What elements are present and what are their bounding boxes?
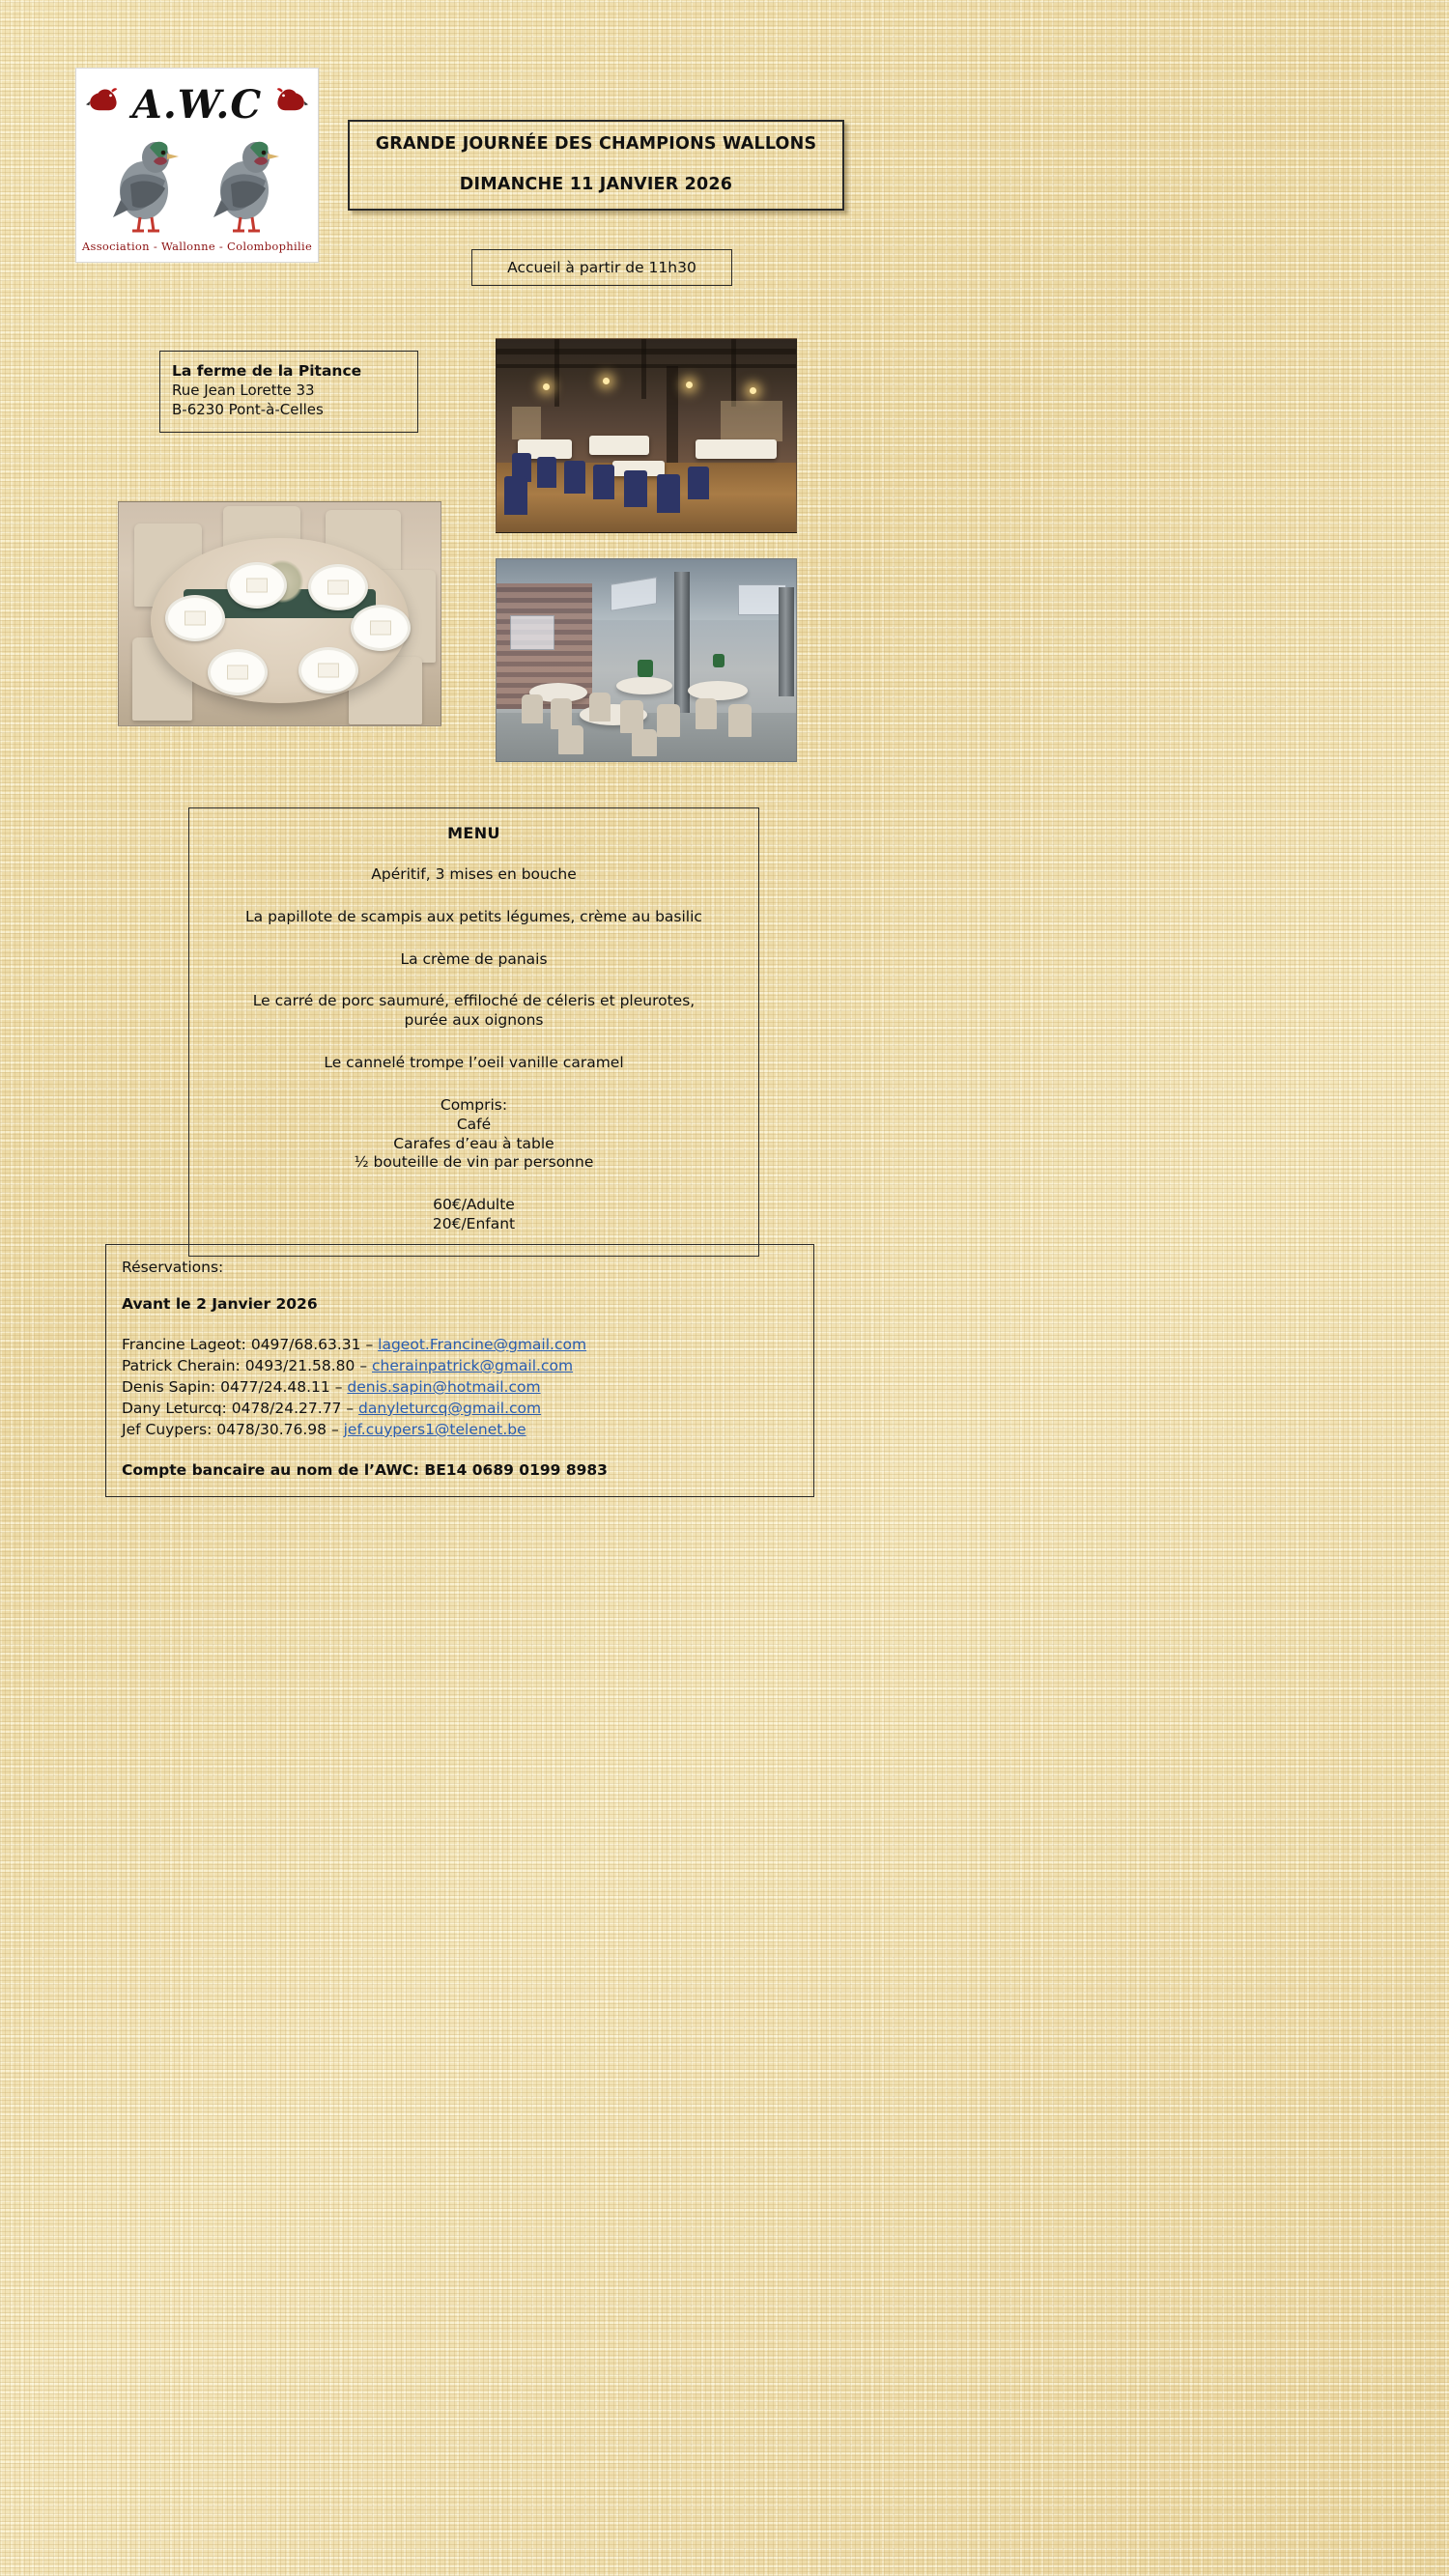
contact-phone: 0478/30.76.98 [216, 1421, 327, 1438]
contact-name: Denis Sapin: [122, 1378, 216, 1396]
price-adult: 60€/Adulte [433, 1196, 515, 1214]
contact-email-link[interactable]: jef.cuypers1@telenet.be [343, 1421, 526, 1438]
awc-logo [75, 68, 319, 263]
menu-box [188, 807, 759, 1257]
contact-email-link[interactable]: lageot.Francine@gmail.com [378, 1336, 587, 1353]
menu-main-course [207, 992, 741, 1031]
pigeon-icon [212, 127, 283, 235]
menu-main-course-line1: Le carré de porc saumuré, effiloché de céleris et pleurotes, [252, 992, 696, 1010]
contact-separator: – [334, 1378, 343, 1396]
venue-street: Rue Jean Lorette 33 [172, 382, 315, 400]
venue-name: La ferme de la Pitance [172, 362, 362, 380]
welcome-time-box [471, 249, 732, 286]
contact-row [122, 1334, 798, 1355]
contact-email-link[interactable]: danyleturcq@gmail.com [358, 1400, 542, 1417]
menu-included-item: Café [456, 1115, 492, 1133]
price-child: 20€/Enfant [432, 1215, 516, 1233]
event-title-line1: GRANDE JOURNÉE DES CHAMPIONS WALLONS [375, 134, 817, 154]
contact-phone: 0477/24.48.11 [220, 1378, 330, 1396]
contact-row [122, 1419, 798, 1440]
contact-separator: – [330, 1421, 339, 1438]
contact-email-link[interactable]: denis.sapin@hotmail.com [347, 1378, 541, 1396]
venue-city: B-6230 Pont-à-Celles [172, 401, 324, 419]
contact-row [122, 1355, 798, 1376]
photo-table [118, 501, 441, 726]
venue-address-box [159, 351, 418, 433]
menu-dessert: Le cannelé trompe l’oeil vanille caramel [324, 1054, 624, 1072]
menu-prices [207, 1196, 741, 1234]
welcome-time-text: Accueil à partir de 11h30 [507, 259, 696, 276]
pigeon-icon [111, 127, 183, 235]
contact-separator: – [359, 1357, 368, 1374]
reservations-heading: Réservations: [122, 1259, 224, 1276]
contact-phone: 0493/21.58.80 [244, 1357, 355, 1374]
contact-name: Patrick Cherain: [122, 1357, 241, 1374]
photo-room [496, 558, 797, 762]
contact-email-link[interactable]: cherainpatrick@gmail.com [372, 1357, 574, 1374]
event-title-banner [348, 120, 844, 211]
menu-item: Apéritif, 3 mises en bouche [371, 865, 577, 883]
menu-title: MENU [447, 824, 500, 842]
bank-account-line: Compte bancaire au nom de l’AWC: BE14 0689 0199 8983 [122, 1461, 608, 1479]
contact-row [122, 1376, 798, 1398]
menu-main-course-line2: purée aux oignons [404, 1011, 544, 1030]
contact-separator: – [346, 1400, 355, 1417]
menu-included [207, 1096, 741, 1173]
contact-name: Francine Lageot: [122, 1336, 246, 1353]
reservations-box [105, 1244, 814, 1497]
poster-sheet [29, 17, 1420, 2558]
contact-phone: 0497/68.63.31 [250, 1336, 361, 1353]
menu-included-label: Compris: [440, 1095, 508, 1114]
menu-item: La crème de panais [400, 949, 548, 968]
menu-item: La papillote de scampis aux petits légumes, crème au basilic [245, 907, 702, 925]
contact-name: Dany Leturcq: [122, 1400, 227, 1417]
contact-separator: – [365, 1336, 374, 1353]
photo-hall [496, 338, 797, 533]
logo-subtitle: Association - Wallonne - Colombophilie [81, 240, 313, 253]
menu-included-item: ½ bouteille de vin par personne [354, 1153, 594, 1172]
contact-name: Jef Cuypers: [122, 1421, 213, 1438]
menu-included-item: Carafes d’eau à table [393, 1134, 554, 1152]
contact-row [122, 1398, 798, 1419]
logo-title: A.W.C [131, 82, 263, 127]
event-date-line: DIMANCHE 11 JANVIER 2026 [459, 175, 733, 194]
contact-phone: 0478/24.27.77 [231, 1400, 342, 1417]
reservations-deadline: Avant le 2 Janvier 2026 [122, 1295, 318, 1313]
